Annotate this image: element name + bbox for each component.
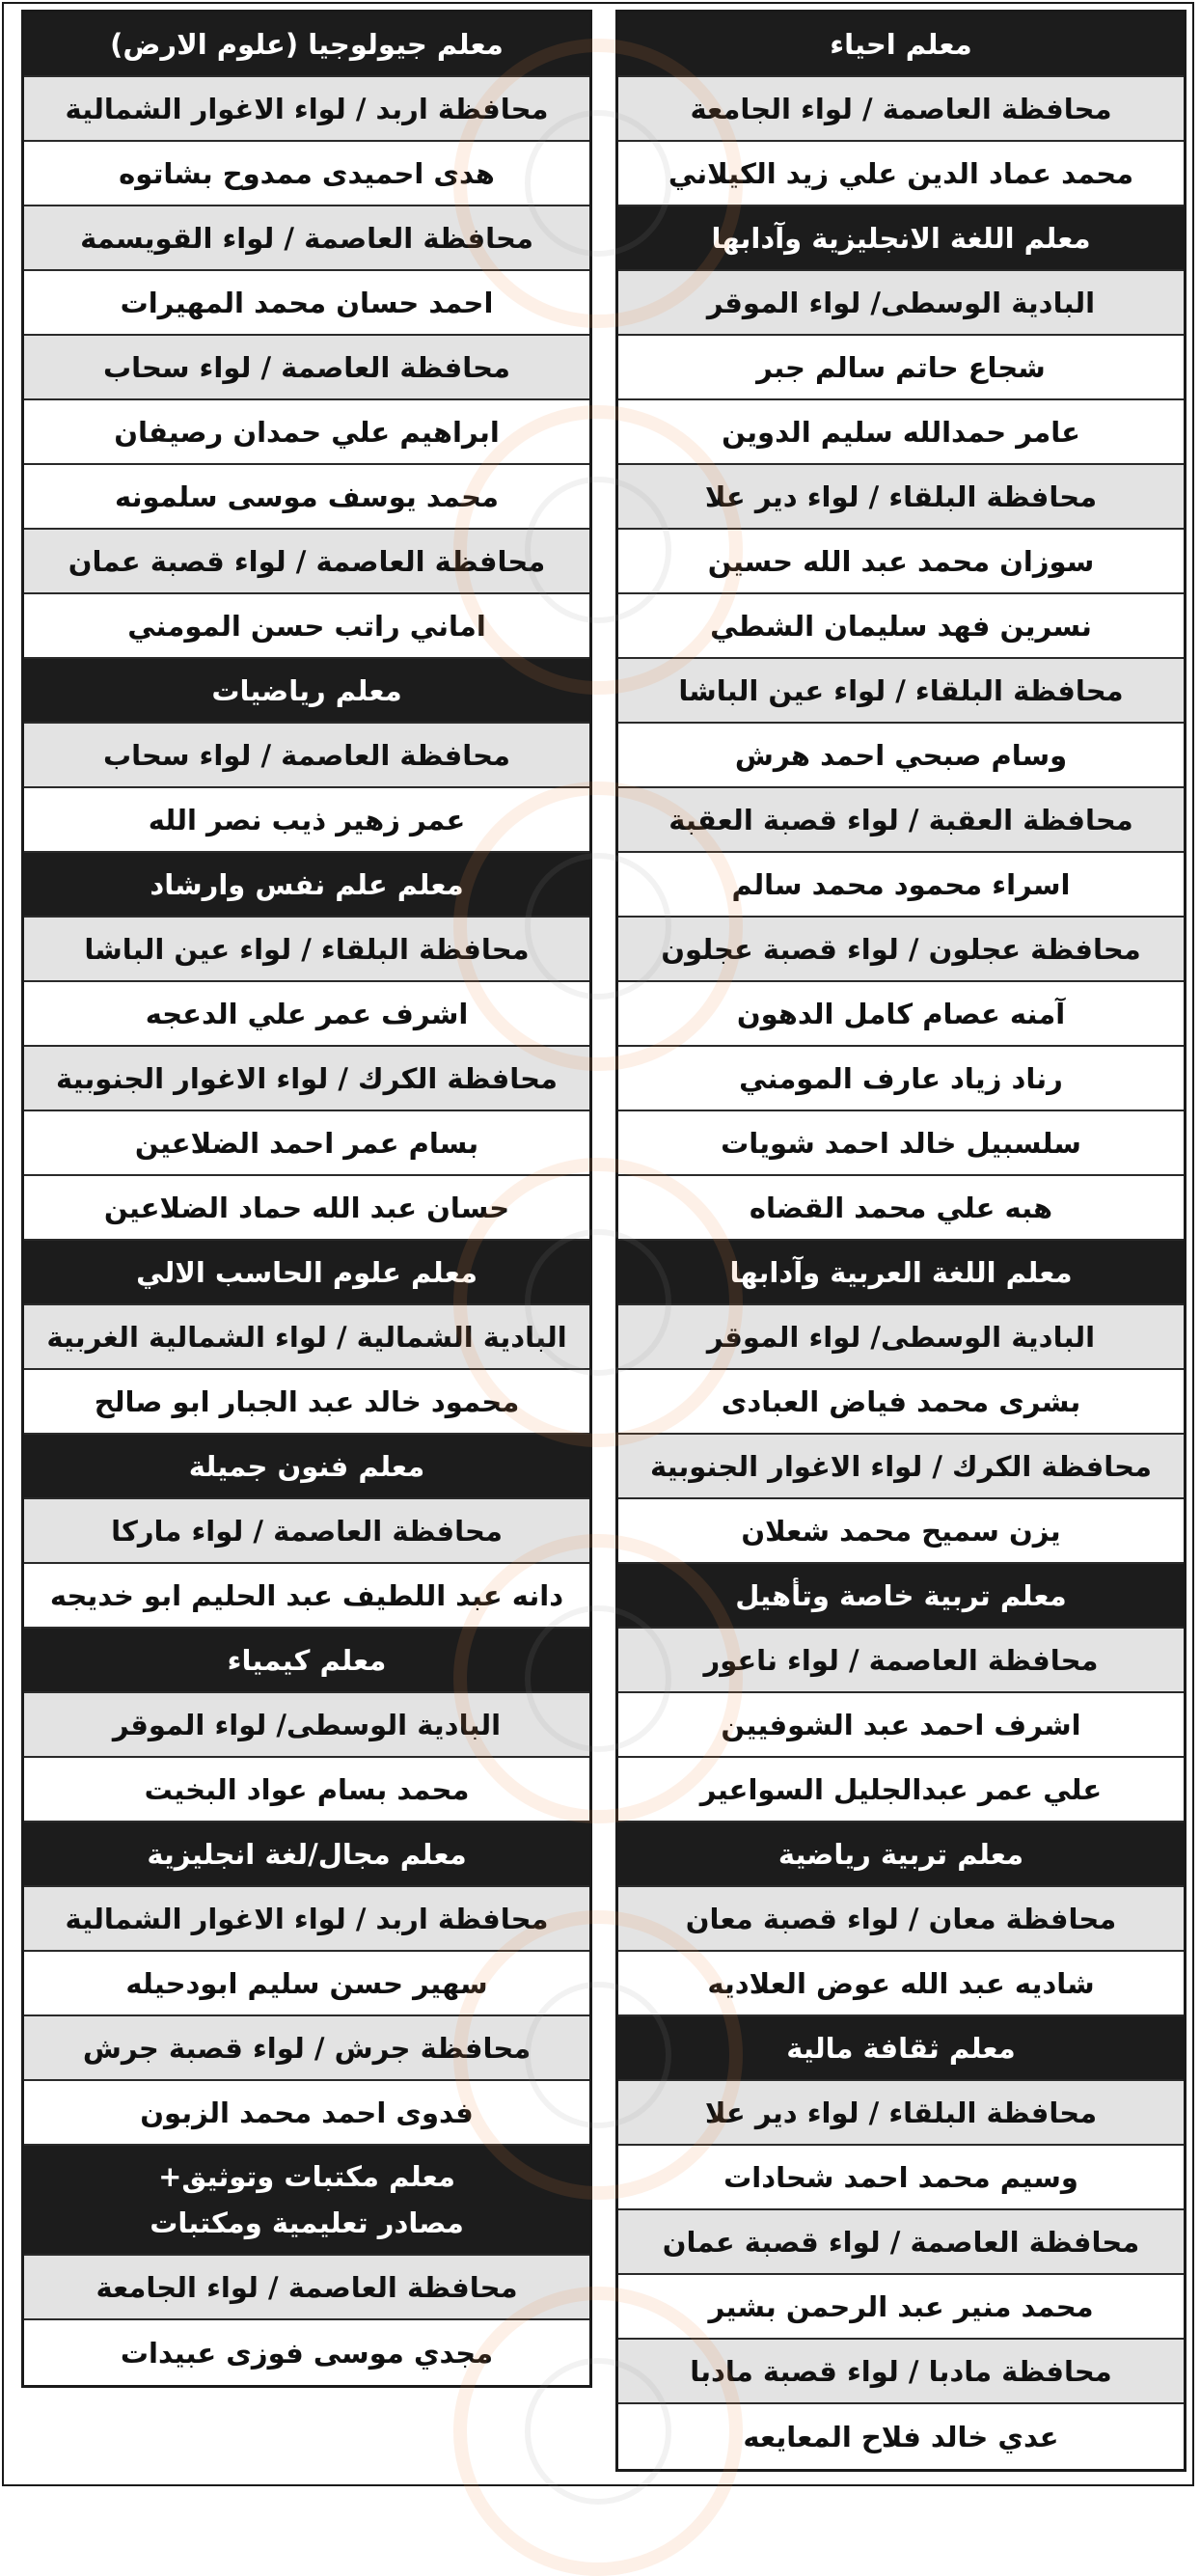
- right-column-table: [615, 10, 1186, 2472]
- location-row: البادية الوسطى/ لواء الموقر: [618, 1305, 1184, 1370]
- teacher-name-row: محمود خالد عبد الجبار ابو صالح: [24, 1370, 589, 1435]
- teacher-name-row: بشرى محمد فياض العبادى: [618, 1370, 1184, 1435]
- left-column-table: [21, 10, 592, 2388]
- location-row: محافظة العقبة / لواء قصبة العقبة: [618, 788, 1184, 853]
- section-header: معلم احياء: [618, 13, 1184, 77]
- location-row: البادية الوسطى/ لواء الموقر: [24, 1693, 589, 1758]
- teacher-name-row: مجدي موسى فوزى عبيدات: [24, 2320, 589, 2385]
- section-header: معلم كيمياء: [24, 1629, 589, 1693]
- teacher-name-row: محمد يوسف موسى سلمونه: [24, 465, 589, 530]
- location-row: محافظة البلقاء / لواء دير علا: [618, 465, 1184, 530]
- location-row: محافظة عجلون / لواء قصبة عجلون: [618, 918, 1184, 982]
- location-row: محافظة اربد / لواء الاغوار الشمالية: [24, 77, 589, 142]
- location-row: محافظة مادبا / لواء قصبة مادبا: [618, 2340, 1184, 2404]
- teacher-name-row: شجاع حاتم سالم جبر: [618, 336, 1184, 400]
- teacher-name-row: سوزان محمد عبد الله حسين: [618, 530, 1184, 594]
- location-row: محافظة اربد / لواء الاغوار الشمالية: [24, 1887, 589, 1952]
- teacher-name-row: هبه علي محمد القضاه: [618, 1176, 1184, 1241]
- section-header: معلم فنون جميلة: [24, 1435, 589, 1499]
- teacher-name-row: بسام عمر احمد الضلاعين: [24, 1111, 589, 1176]
- teacher-name-row: سلسبيل خالد احمد شويات: [618, 1111, 1184, 1176]
- section-header: معلم علوم الحاسب الالي: [24, 1241, 589, 1305]
- location-row: محافظة البلقاء / لواء عين الباشا: [24, 918, 589, 982]
- section-header: معلم تربية خاصة وتأهيل: [618, 1564, 1184, 1629]
- location-row: محافظة العاصمة / لواء ناعور: [618, 1629, 1184, 1693]
- teacher-name-row: محمد عماد الدين علي زيد الكيلاني: [618, 142, 1184, 206]
- teacher-name-row: محمد منير عبد الرحمن بشير: [618, 2275, 1184, 2340]
- section-header: معلم اللغة الانجليزية وآدابها: [618, 206, 1184, 271]
- teacher-name-row: عدي خالد فلاح المعايعه: [618, 2404, 1184, 2469]
- location-row: محافظة العاصمة / لواء الجامعة: [24, 2256, 589, 2320]
- location-row: محافظة العاصمة / لواء الجامعة: [618, 77, 1184, 142]
- teacher-name-row: علي عمر عبدالجليل السواعير: [618, 1758, 1184, 1822]
- section-header: معلم اللغة العربية وآدابها: [618, 1241, 1184, 1305]
- teacher-name-row: دانه عبد اللطيف عبد الحليم ابو خديجه: [24, 1564, 589, 1629]
- section-header: معلم تربية رياضية: [618, 1822, 1184, 1887]
- location-row: البادية الوسطى/ لواء الموقر: [618, 271, 1184, 336]
- location-row: محافظة البلقاء / لواء دير علا: [618, 2081, 1184, 2146]
- location-row: محافظة العاصمة / لواء القويسمة: [24, 206, 589, 271]
- location-row: محافظة معان / لواء قصبة معان: [618, 1887, 1184, 1952]
- location-row: محافظة البلقاء / لواء عين الباشا: [618, 659, 1184, 724]
- teacher-name-row: فدوى احمد محمد الزبون: [24, 2081, 589, 2146]
- teacher-name-row: سهير حسن سليم ابودحيله: [24, 1952, 589, 2016]
- teacher-name-row: آمنه عصام كامل الدهون: [618, 982, 1184, 1047]
- section-header: [24, 2146, 589, 2256]
- teacher-name-row: محمد بسام عواد البخيت: [24, 1758, 589, 1822]
- section-header: معلم علم نفس وارشاد: [24, 853, 589, 918]
- location-row: محافظة العاصمة / لواء قصبة عمان: [618, 2210, 1184, 2275]
- teacher-name-row: يزن سميح محمد شعلان: [618, 1499, 1184, 1564]
- teacher-name-row: وسيم محمد احمد شحادات: [618, 2146, 1184, 2210]
- teacher-name-row: نسرين فهد سليمان الشطي: [618, 594, 1184, 659]
- location-row: محافظة العاصمة / لواء قصبة عمان: [24, 530, 589, 594]
- section-header-line: معلم مكتبات وتوثيق+: [158, 2160, 455, 2193]
- location-row: محافظة العاصمة / لواء سحاب: [24, 724, 589, 788]
- teacher-name-row: اماني راتب حسن المومني: [24, 594, 589, 659]
- teacher-name-row: اشرف عمر علي الدعجه: [24, 982, 589, 1047]
- teacher-name-row: هدى احميدى ممدوح بشاتوه: [24, 142, 589, 206]
- section-header: معلم ثقافة مالية: [618, 2016, 1184, 2081]
- teacher-name-row: اشرف احمد عبد الشوفيين: [618, 1693, 1184, 1758]
- location-row: محافظة جرش / لواء قصبة جرش: [24, 2016, 589, 2081]
- teacher-name-row: رناد زياد عارف المومني: [618, 1047, 1184, 1111]
- teacher-name-row: عمر زهير ذيب نصر الله: [24, 788, 589, 853]
- teacher-name-row: وسام صبحي احمد هرش: [618, 724, 1184, 788]
- teacher-name-row: شاديه عبد الله عوض العلاديه: [618, 1952, 1184, 2016]
- teacher-name-row: احمد حسان محمد المهيرات: [24, 271, 589, 336]
- location-row: محافظة العاصمة / لواء ماركا: [24, 1499, 589, 1564]
- location-row: محافظة الكرك / لواء الاغوار الجنوبية: [24, 1047, 589, 1111]
- section-header-line: مصادر تعليمية ومكتبات: [150, 2206, 464, 2239]
- location-row: البادية الشمالية / لواء الشمالية الغربية: [24, 1305, 589, 1370]
- section-header: معلم رياضيات: [24, 659, 589, 724]
- teacher-name-row: عامر حمدالله سليم الدوين: [618, 400, 1184, 465]
- location-row: محافظة الكرك / لواء الاغوار الجنوبية: [618, 1435, 1184, 1499]
- teacher-name-row: حسان عبد الله حماد الضلاعين: [24, 1176, 589, 1241]
- teacher-name-row: اسراء محمود محمد سالم: [618, 853, 1184, 918]
- section-header: معلم مجال/لغة انجليزية: [24, 1822, 589, 1887]
- teacher-name-row: ابراهيم علي حمدان رصيفان: [24, 400, 589, 465]
- location-row: محافظة العاصمة / لواء سحاب: [24, 336, 589, 400]
- section-header: معلم جيولوجيا (علوم الارض): [24, 13, 589, 77]
